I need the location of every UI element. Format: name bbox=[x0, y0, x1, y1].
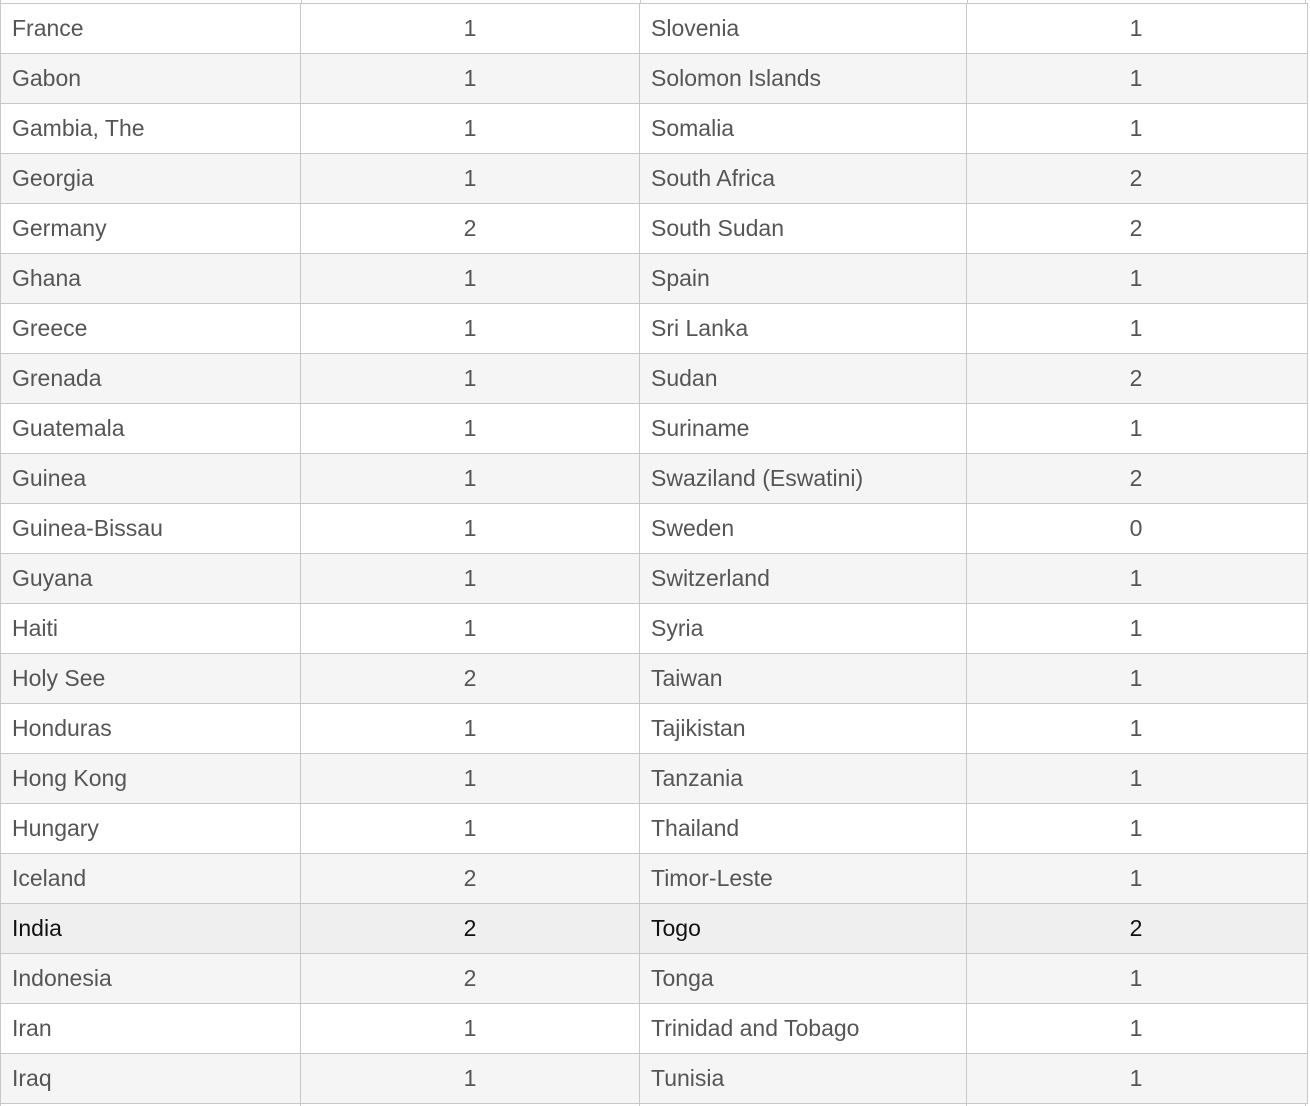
table-row bbox=[1, 554, 1307, 604]
value-cell: 1 bbox=[1129, 415, 1143, 441]
value-cell: 1 bbox=[301, 754, 640, 803]
value-cell: 1 bbox=[301, 154, 640, 203]
country-cell: Honduras bbox=[1, 704, 301, 753]
table-row bbox=[1, 54, 1307, 104]
country-cell: Holy See bbox=[1, 654, 301, 703]
country-cell: Georgia bbox=[1, 154, 301, 203]
country-cell: Iran bbox=[1, 1004, 301, 1053]
value-cell: 1 bbox=[1129, 65, 1143, 91]
value-cell: 1 bbox=[301, 554, 640, 603]
value-cell: 2 bbox=[301, 904, 640, 953]
country-cell: Gambia, The bbox=[1, 104, 301, 153]
country-cell: Grenada bbox=[1, 354, 301, 403]
value-cell: 1 bbox=[1129, 665, 1143, 691]
value-cell: 1 bbox=[1129, 815, 1143, 841]
country-table bbox=[0, 3, 1308, 1104]
country-cell: Hungary bbox=[1, 804, 301, 853]
table-row bbox=[1, 854, 1307, 904]
country-cell: Iceland bbox=[1, 854, 301, 903]
table-row bbox=[1, 254, 1307, 304]
country-cell: Gabon bbox=[1, 54, 301, 103]
country-cell: Indonesia bbox=[1, 954, 301, 1003]
country-cell: South Sudan bbox=[640, 204, 967, 253]
country-cell: Trinidad and Tobago bbox=[640, 1004, 967, 1053]
value-cell: 1 bbox=[1129, 565, 1143, 591]
country-cell: Greece bbox=[1, 304, 301, 353]
country-cell: Spain bbox=[640, 254, 967, 303]
value-cell: 1 bbox=[301, 54, 640, 103]
table-row bbox=[1, 104, 1307, 154]
country-cell: Sri Lanka bbox=[640, 304, 967, 353]
table-row bbox=[1, 204, 1307, 254]
country-cell: Togo bbox=[640, 904, 967, 953]
value-cell: 1 bbox=[1129, 1065, 1143, 1091]
value-cell: 1 bbox=[1129, 765, 1143, 791]
table-row-highlighted bbox=[1, 904, 1307, 954]
country-cell: Solomon Islands bbox=[640, 54, 967, 103]
value-cell: 1 bbox=[301, 504, 640, 553]
country-cell: Suriname bbox=[640, 404, 967, 453]
value-cell: 1 bbox=[301, 304, 640, 353]
value-cell: 1 bbox=[1129, 965, 1143, 991]
value-cell: 1 bbox=[301, 704, 640, 753]
value-cell: 1 bbox=[301, 104, 640, 153]
country-cell: Iraq bbox=[1, 1054, 301, 1103]
table-row bbox=[1, 154, 1307, 204]
country-cell: Sudan bbox=[640, 354, 967, 403]
value-cell: 1 bbox=[1129, 865, 1143, 891]
value-cell: 1 bbox=[1129, 15, 1143, 41]
value-cell: 1 bbox=[301, 454, 640, 503]
value-cell: 1 bbox=[1129, 715, 1143, 741]
value-cell: 1 bbox=[301, 1004, 640, 1053]
country-cell: India bbox=[1, 904, 301, 953]
value-cell: 2 bbox=[301, 654, 640, 703]
value-cell: 0 bbox=[1129, 515, 1143, 541]
country-cell: Timor-Leste bbox=[640, 854, 967, 903]
country-cell: Sweden bbox=[640, 504, 967, 553]
country-cell: Guinea bbox=[1, 454, 301, 503]
country-cell: Guatemala bbox=[1, 404, 301, 453]
country-cell: Thailand bbox=[640, 804, 967, 853]
table-row bbox=[1, 654, 1307, 704]
table-row bbox=[1, 1054, 1307, 1104]
country-cell: Ghana bbox=[1, 254, 301, 303]
country-cell: Haiti bbox=[1, 604, 301, 653]
country-cell: Taiwan bbox=[640, 654, 967, 703]
table-row bbox=[1, 954, 1307, 1004]
country-cell: Syria bbox=[640, 604, 967, 653]
table-row bbox=[1, 604, 1307, 654]
table-row bbox=[1, 404, 1307, 454]
value-cell: 2 bbox=[301, 204, 640, 253]
value-cell: 1 bbox=[301, 804, 640, 853]
country-cell: Tonga bbox=[640, 954, 967, 1003]
value-cell: 1 bbox=[301, 254, 640, 303]
country-cell: Germany bbox=[1, 204, 301, 253]
table-row bbox=[1, 754, 1307, 804]
country-cell: Guyana bbox=[1, 554, 301, 603]
value-cell: 1 bbox=[1129, 115, 1143, 141]
value-cell: 2 bbox=[1129, 915, 1143, 941]
value-cell: 1 bbox=[301, 4, 640, 53]
value-cell: 2 bbox=[1129, 465, 1143, 491]
table-row bbox=[1, 804, 1307, 854]
country-cell: Tajikistan bbox=[640, 704, 967, 753]
value-cell: 1 bbox=[301, 604, 640, 653]
value-cell: 2 bbox=[1129, 215, 1143, 241]
table-row bbox=[1, 1004, 1307, 1054]
country-cell: Hong Kong bbox=[1, 754, 301, 803]
value-cell: 1 bbox=[301, 1054, 640, 1103]
country-cell: Switzerland bbox=[640, 554, 967, 603]
value-cell: 1 bbox=[301, 354, 640, 403]
value-cell: 2 bbox=[301, 854, 640, 903]
country-cell: South Africa bbox=[640, 154, 967, 203]
table-row bbox=[1, 504, 1307, 554]
value-cell: 2 bbox=[1129, 165, 1143, 191]
table-row bbox=[1, 304, 1307, 354]
table-row bbox=[1, 704, 1307, 754]
value-cell: 1 bbox=[301, 404, 640, 453]
country-cell: Slovenia bbox=[640, 4, 967, 53]
value-cell: 1 bbox=[1129, 1015, 1143, 1041]
value-cell: 2 bbox=[301, 954, 640, 1003]
value-cell: 1 bbox=[1129, 615, 1143, 641]
country-cell: Guinea-Bissau bbox=[1, 504, 301, 553]
value-cell: 2 bbox=[1129, 365, 1143, 391]
country-cell: Swaziland (Eswatini) bbox=[640, 454, 967, 503]
country-cell: Tanzania bbox=[640, 754, 967, 803]
table-row bbox=[1, 4, 1307, 54]
value-cell: 1 bbox=[1129, 315, 1143, 341]
table-row bbox=[1, 354, 1307, 404]
value-cell: 1 bbox=[1129, 265, 1143, 291]
table-row bbox=[1, 454, 1307, 504]
country-cell: France bbox=[1, 4, 301, 53]
country-cell: Somalia bbox=[640, 104, 967, 153]
country-cell: Tunisia bbox=[640, 1054, 967, 1103]
